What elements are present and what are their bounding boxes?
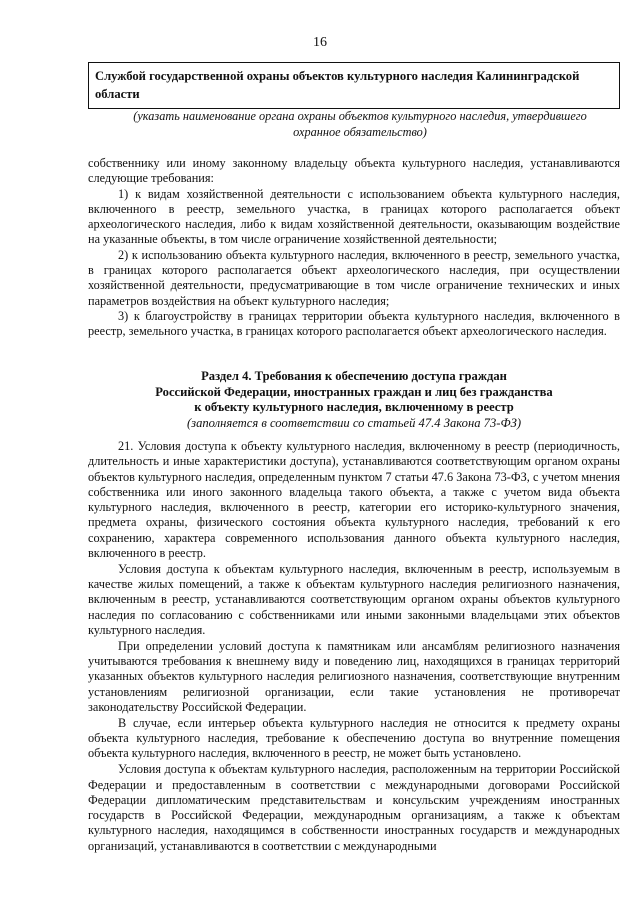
section-heading [88, 369, 620, 431]
paragraph-diplomatic: Условия доступа к объектам культурного наследия, расположенным на территории Российской Федерации и предоставленным в соответствии с международными договорами Российской Федерации дипломатическим представительствам и консульским учреждениям иностранных государств в Российской Федерации, международным организациям, а также к объектам культурного наследия, находящимся в собственности иностранных государств и международных организаций, устанавливаются в соответствии с международными [88, 762, 620, 853]
requirement-item-1: 1) к видам хозяйственной деятельности с использованием объекта культурного наследия, включенного в реестр, земельного участка, в границах которого располагается объект археологического наследия, либо к видам хозяйственной деятельности, оказывающим воздействие на указанные объекты, в том числе ограничение хозяйственной деятельности; [88, 186, 620, 247]
intro-paragraph: собственнику или иному законному владельцу объекта культурного наследия, устанавливаются следующие требования: [88, 156, 620, 186]
page-number: 16 [313, 35, 327, 50]
paragraph-religious-monuments: При определении условий доступа к памятникам или ансамблям религиозного назначения учитываются требования к внешнему виду и поведению лиц, находящихся в границах территорий указанных объектов культурного наследия религиозного назначения, соответствующие внутренним установлениям религиозной организации, если такие установления не противоречат законодательству Российской Федерации. [88, 638, 620, 715]
section-note: (заполняется в соответствии со статьей 47.4 Закона 73-ФЗ) [186, 415, 522, 430]
section-title-line-1: Раздел 4. Требования к обеспечению доступа граждан [201, 369, 507, 383]
paragraph-residential-religious: Условия доступа к объектам культурного наследия, включенным в реестр, используемым в качестве жилых помещений, а также к объектам культурного наследия религиозного назначения, включенным в реестр, устанавливаются соответствующим органом охраны объектов культурного наследия по согласованию с собственниками или иными законными владельцами этих объектов культурного наследия. [88, 561, 620, 638]
requirements-block [88, 156, 620, 340]
paragraph-21: 21. Условия доступа к объекту культурного наследия, включенному в реестр (периодичность, длительность и иные характеристики доступа), устанавливаются соответствующим органом охраны объектов культурного наследия, определенным пунктом 7 статьи 47.6 Закона 73-ФЗ, с учетом мнения собственника или иного законного владельца такого объекта, а также с учетом вида объекта культурного наследия, включенного в реестр, категории его историко-культурного значения, предмета охраны, физического состояния объекта культурного наследия, требований к его сохранению, характера современного использования данного объекта культурного наследия, включенного в реестр. [88, 439, 620, 561]
section-title-line-2: Российской Федерации, иностранных граждан и лиц без гражданства [155, 384, 553, 399]
organ-name-box: Службой государственной охраны объектов культурного наследия Калининградской области [88, 62, 620, 109]
requirement-item-2: 2) к использованию объекта культурного наследия, включенного в реестр, земельного участка, в границах которого располагается объект археологического наследия, при осуществлении хозяйственной деятельности, предусматривающие в том числе ограничение технических и иных параметров воздействия на объект культурного наследия; [88, 247, 620, 308]
requirement-item-3: 3) к благоустройству в границах территории объекта культурного наследия, включенного в реестр, земельного участка, в границах которого располагается объект археологического наследия. [88, 308, 620, 339]
organ-name-caption: (указать наименование органа охраны объектов культурного наследия, утвердившего охранное обязательство) [133, 109, 587, 139]
section-title-line-3: к объекту культурного наследия, включенному в реестр [194, 400, 514, 414]
paragraph-interior: В случае, если интерьер объекта культурного наследия не относится к предмету охраны объекта культурного наследия, требование к обеспечению доступа во внутренние помещения объекта культурного наследия, включенного в реестр, не может быть установлено. [88, 715, 620, 761]
access-conditions-block [88, 439, 620, 855]
